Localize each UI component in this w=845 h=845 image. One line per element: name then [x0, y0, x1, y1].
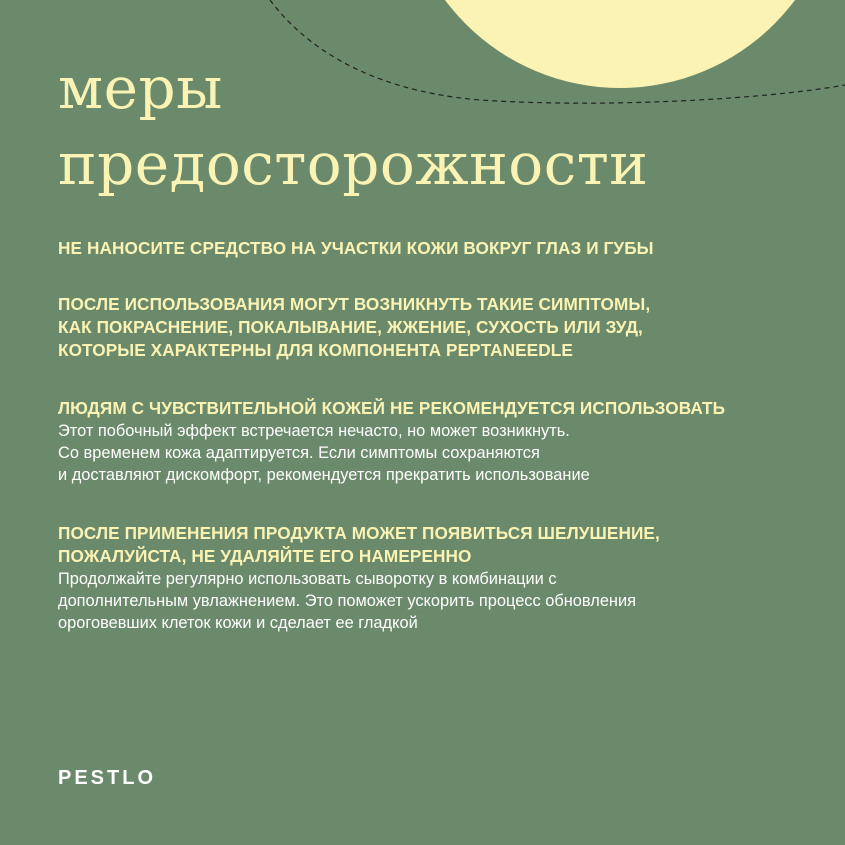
- section-heading: [58, 522, 798, 568]
- section-heading: [58, 293, 798, 362]
- section-heading: [58, 237, 798, 260]
- body-line: Со временем кожа адаптируется. Если симптомы сохраняются: [58, 444, 540, 462]
- heading-line: ПОСЛЕ ПРИМЕНЕНИЯ ПРОДУКТА МОЖЕТ ПОЯВИТЬСЯ ШЕЛУШЕНИЕ,: [58, 523, 660, 543]
- heading-line: ЛЮДЯМ С ЧУВСТВИТЕЛЬНОЙ КОЖЕЙ НЕ РЕКОМЕНДУЕТСЯ ИСПОЛЬЗОВАТЬ: [58, 398, 726, 418]
- body-line: и доставляют дискомфорт, рекомендуется прекратить использование: [58, 466, 590, 484]
- heading-line: ПОЖАЛУЙСТА, НЕ УДАЛЯЙТЕ ЕГО НАМЕРЕННО: [58, 546, 472, 566]
- precaution-section-1: [58, 237, 798, 260]
- title-line-1: меры: [58, 54, 223, 122]
- heading-line: КОТОРЫЕ ХАРАКТЕРНЫ ДЛЯ КОМПОНЕНТА PEPTANEEDLE: [58, 340, 573, 360]
- body-line: Продолжайте регулярно использовать сыворотку в комбинации с: [58, 570, 557, 588]
- precaution-section-2: [58, 293, 798, 362]
- precaution-section-3: [58, 397, 798, 486]
- section-body: [58, 420, 798, 486]
- heading-line: КАК ПОКРАСНЕНИЕ, ПОКАЛЫВАНИЕ, ЖЖЕНИЕ, СУХОСТЬ ИЛИ ЗУД,: [58, 317, 643, 337]
- heading-line: НЕ НАНОСИТЕ СРЕДСТВО НА УЧАСТКИ КОЖИ ВОКРУГ ГЛАЗ И ГУБЫ: [58, 238, 654, 258]
- section-body: [58, 568, 798, 634]
- brand-logo: [58, 767, 156, 790]
- body-line: ороговевших клеток кожи и сделает ее гладкой: [58, 614, 418, 632]
- brand-logo-text: PESTLO: [58, 767, 157, 789]
- section-heading: [58, 397, 798, 420]
- body-line: дополнительным увлажнением. Это поможет ускорить процесс обновления: [58, 592, 637, 610]
- body-line: Этот побочный эффект встречается нечасто, но может возникнуть.: [58, 422, 570, 440]
- heading-line: ПОСЛЕ ИСПОЛЬЗОВАНИЯ МОГУТ ВОЗНИКНУТЬ ТАКИЕ СИМПТОМЫ,: [58, 294, 651, 314]
- title-line-2: предосторожности: [58, 130, 649, 198]
- precaution-section-4: [58, 522, 798, 634]
- page-title: [58, 50, 648, 202]
